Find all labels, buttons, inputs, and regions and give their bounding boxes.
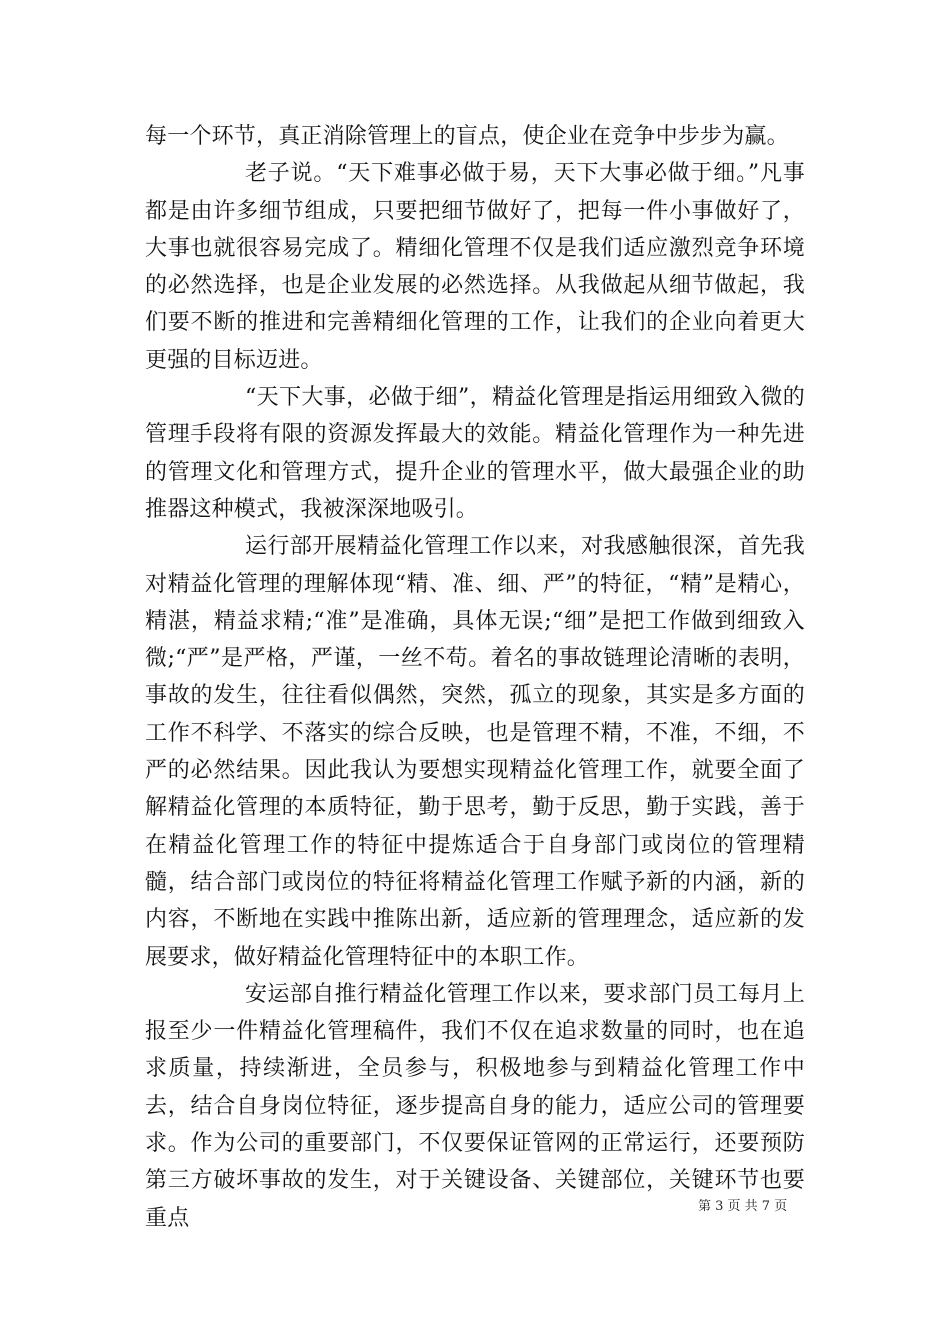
paragraph-laozi-quote: 老子说。“天下难事必做于易，天下大事必做于细。”凡事都是由许多细节组成，只要把细节做好了，把每一件小事做好了，大事也就很容易完成了。精细化管理不仅是我们适应激烈竞争环境的必然选择，也是企业发展的必然选择。从我做起从细节做起，我们要不断的推进和完善精细化管理的工作，让我们的企业向着更大更强的目标迈进。 — [145, 161, 805, 373]
paragraph-safety-operations-department: 安运部自推行精益化管理工作以来，要求部门员工每月上报至少一件精益化管理稿件，我们不仅在追求数量的同时，也在追求质量，持续渐进，全员参与，积极地参与到精益化管理工作中去，结合自身岗位特征，逐步提高自身的能力，适应公司的管理要求。作为公司的重要部门，不仅要保证管网的正常运行，还要预防第三方破坏事故的发生，对于关键设备、关键部位，关键环节也要重点 — [145, 981, 805, 1231]
page-number-footer: 第 3 页 共 7 页 — [698, 1199, 788, 1214]
paragraph-lean-management-definition: “天下大事，必做于细”，精益化管理是指运用细致入微的管理手段将有限的资源发挥最大的效能。精益化管理作为一种先进的管理文化和管理方式，提升企业的管理水平，做大最强企业的助推器这种模式，我被深深地吸引。 — [145, 385, 805, 522]
paragraph-continuation: 每一个环节，真正消除管理上的盲点，使企业在竞争中步步为赢。 — [145, 124, 789, 149]
paragraph-operations-department: 运行部开展精益化管理工作以来，对我感触很深，首先我对精益化管理的理解体现“精、准、细、严”的特征，“精”是精心，精湛，精益求精;“准”是准确，具体无误;“细”是把工作做到细致入微;“严”是严格，严谨，一丝不苟。着名的事故链理论清晰的表明，事故的发生，往往看似偶然，突然，孤立的现象，其实是多方面的工作不科学、不落实的综合反映，也是管理不精，不准，不细，不严的必然结果。因此我认为要想实现精益化管理工作，就要全面了解精益化管理的本质特征，勤于思考，勤于反思，勤于实践，善于在精益化管理工作的特征中提炼适合于自身部门或岗位的管理精髓，结合部门或岗位的特征将精益化管理工作赋予新的内涵，新的内容，不断地在实践中推陈出新，适应新的管理理念，适应新的发展要求，做好精益化管理特征中的本职工作。 — [145, 534, 805, 970]
document-body — [145, 118, 805, 1237]
